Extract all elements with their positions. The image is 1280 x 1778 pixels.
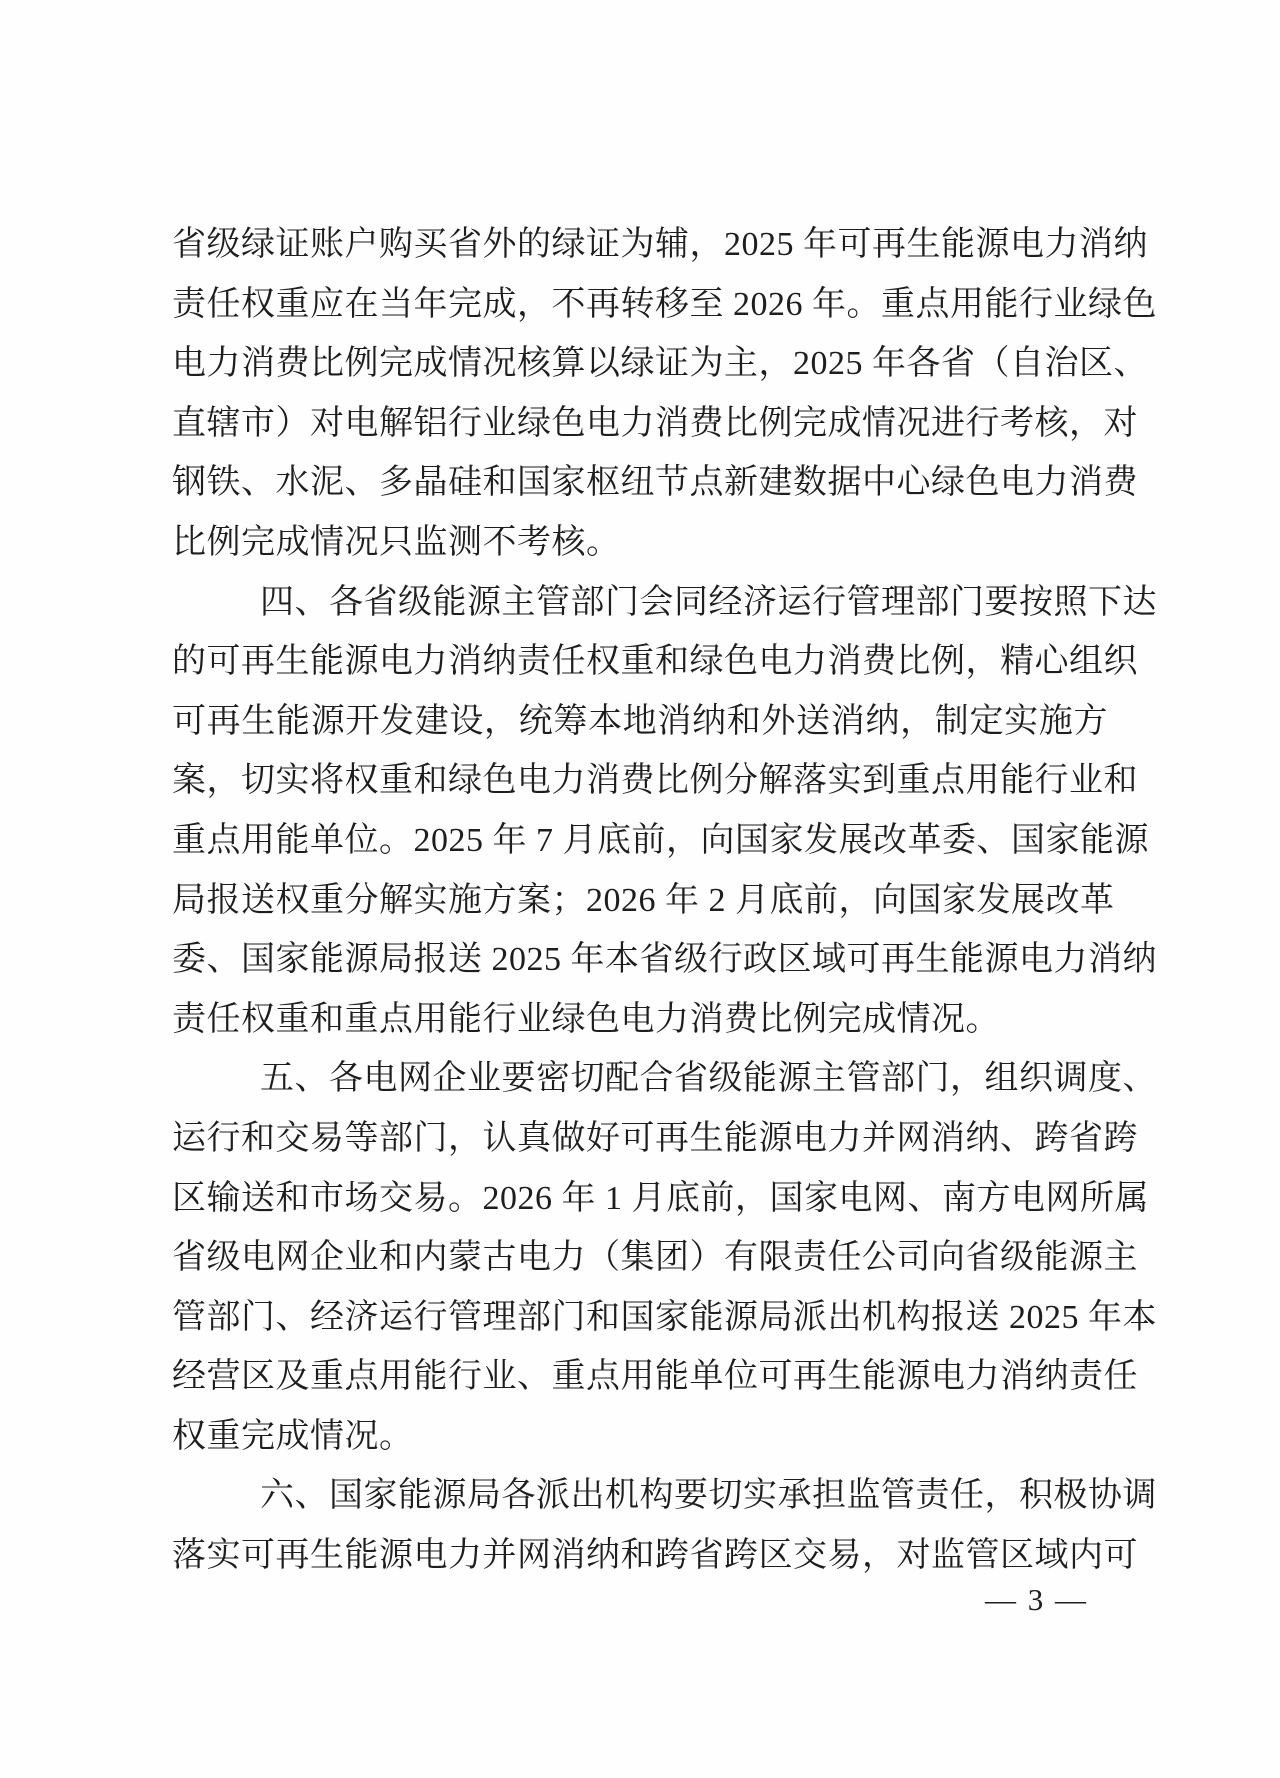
- text-line: 五、各电网企业要密切配合省级能源主管部门，组织调度、: [260, 1060, 1157, 1098]
- text-line: 省级电网企业和内蒙古电力（集团）有限责任公司向省级能源主: [172, 1239, 1138, 1277]
- text-line: 区输送和市场交易。2026 年 1 月底前，国家电网、南方电网所属: [172, 1179, 1149, 1217]
- text-line: 重点用能单位。2025 年 7 月底前，向国家发展改革委、国家能源: [172, 821, 1149, 859]
- text-line: 委、国家能源局报送 2025 年本省级行政区域可再生能源电力消纳: [172, 941, 1157, 979]
- page-number: — 3 —: [985, 1582, 1088, 1617]
- document-body: [172, 215, 1157, 1586]
- text-line: 直辖市）对电解铝行业绿色电力消费比例完成情况进行考核，对: [172, 404, 1138, 442]
- text-line: 责任权重和重点用能行业绿色电力消费比例完成情况。: [172, 1000, 1000, 1038]
- text-line: 六、国家能源局各派出机构要切实承担监管责任，积极协调: [260, 1477, 1157, 1515]
- text-line: 运行和交易等部门，认真做好可再生能源电力并网消纳、跨省跨: [172, 1119, 1138, 1157]
- text-line: 权重完成情况。: [172, 1417, 414, 1455]
- text-line: 经营区及重点用能行业、重点用能单位可再生能源电力消纳责任: [172, 1358, 1138, 1396]
- text-line: 案，切实将权重和绿色电力消费比例分解落实到重点用能行业和: [172, 762, 1138, 800]
- text-line: 的可再生能源电力消纳责任权重和绿色电力消费比例，精心组织: [172, 643, 1138, 681]
- text-line: 四、各省级能源主管部门会同经济运行管理部门要按照下达: [260, 583, 1157, 621]
- text-line: 可再生能源开发建设，统筹本地消纳和外送消纳，制定实施方: [172, 702, 1108, 740]
- text-line: 局报送权重分解实施方案；2026 年 2 月底前，向国家发展改革: [172, 881, 1115, 919]
- text-line: 省级绿证账户购买省外的绿证为辅，2025 年可再生能源电力消纳: [172, 226, 1148, 263]
- text-line: 责任权重应在当年完成，不再转移至 2026 年。重点用能行业绿色: [172, 285, 1157, 323]
- text-line: 管部门、经济运行管理部门和国家能源局派出机构报送 2025 年本: [172, 1298, 1157, 1336]
- text-line: 钢铁、水泥、多晶硅和国家枢纽节点新建数据中心绿色电力消费: [172, 464, 1138, 502]
- text-line: 比例完成情况只监测不考核。: [172, 523, 621, 561]
- text-line: 电力消费比例完成情况核算以绿证为主，2025 年各省（自治区、: [172, 345, 1148, 383]
- text-line: 落实可再生能源电力并网消纳和跨省跨区交易，对监管区域内可: [172, 1537, 1138, 1575]
